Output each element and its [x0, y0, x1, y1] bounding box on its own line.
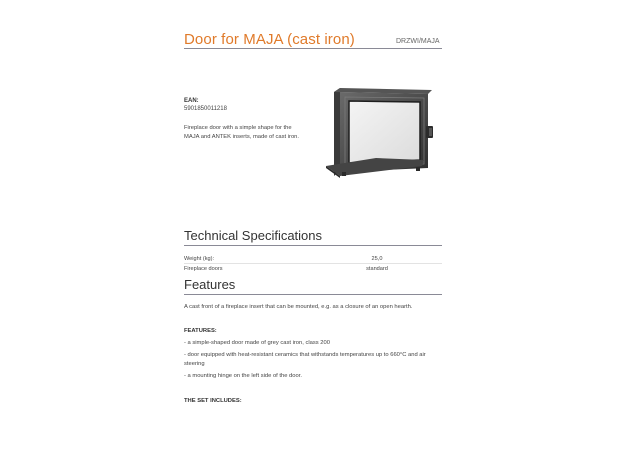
ean-label: EAN: — [184, 98, 199, 104]
spec-value: standard — [366, 265, 388, 272]
list-item: - a mounting hinge on the left side of the door. — [184, 373, 302, 379]
specs-table — [184, 254, 442, 273]
ean-value: 5901850011218 — [184, 106, 227, 112]
specs-heading: Technical Specifications — [184, 228, 323, 243]
title-divider — [184, 48, 442, 49]
table-row — [184, 254, 442, 264]
spec-label: Weight (kg): — [184, 254, 312, 264]
product-code: DRZWI/MAJA — [396, 38, 440, 45]
list-item: - a simple-shaped door made of grey cast iron, class 200 — [184, 340, 330, 346]
specs-divider — [184, 245, 442, 246]
door-side — [334, 88, 340, 176]
features-list-heading: FEATURES: — [184, 328, 217, 334]
product-description: Fireplace door with a simple shape for the MAJA and ANTEK inserts, made of cast iron. — [184, 125, 300, 140]
door-glass — [349, 101, 420, 163]
features-divider — [184, 294, 442, 295]
features-intro: A cast front of a fireplace insert that can be mounted, e.g. as a closure of an open hearth. — [184, 304, 413, 310]
list-item: - door equipped with heat-resistant ceramics that withstands temperatures up to 660°C and air steering — [184, 352, 426, 367]
table-row — [184, 264, 442, 274]
spec-label: Fireplace doors — [184, 265, 223, 272]
spec-value: 25,0 — [312, 254, 442, 264]
set-includes-heading: THE SET INCLUDES: — [184, 398, 242, 404]
product-image — [316, 86, 438, 182]
features-heading: Features — [184, 277, 236, 292]
product-title: Door for MAJA (cast iron) — [184, 31, 355, 48]
